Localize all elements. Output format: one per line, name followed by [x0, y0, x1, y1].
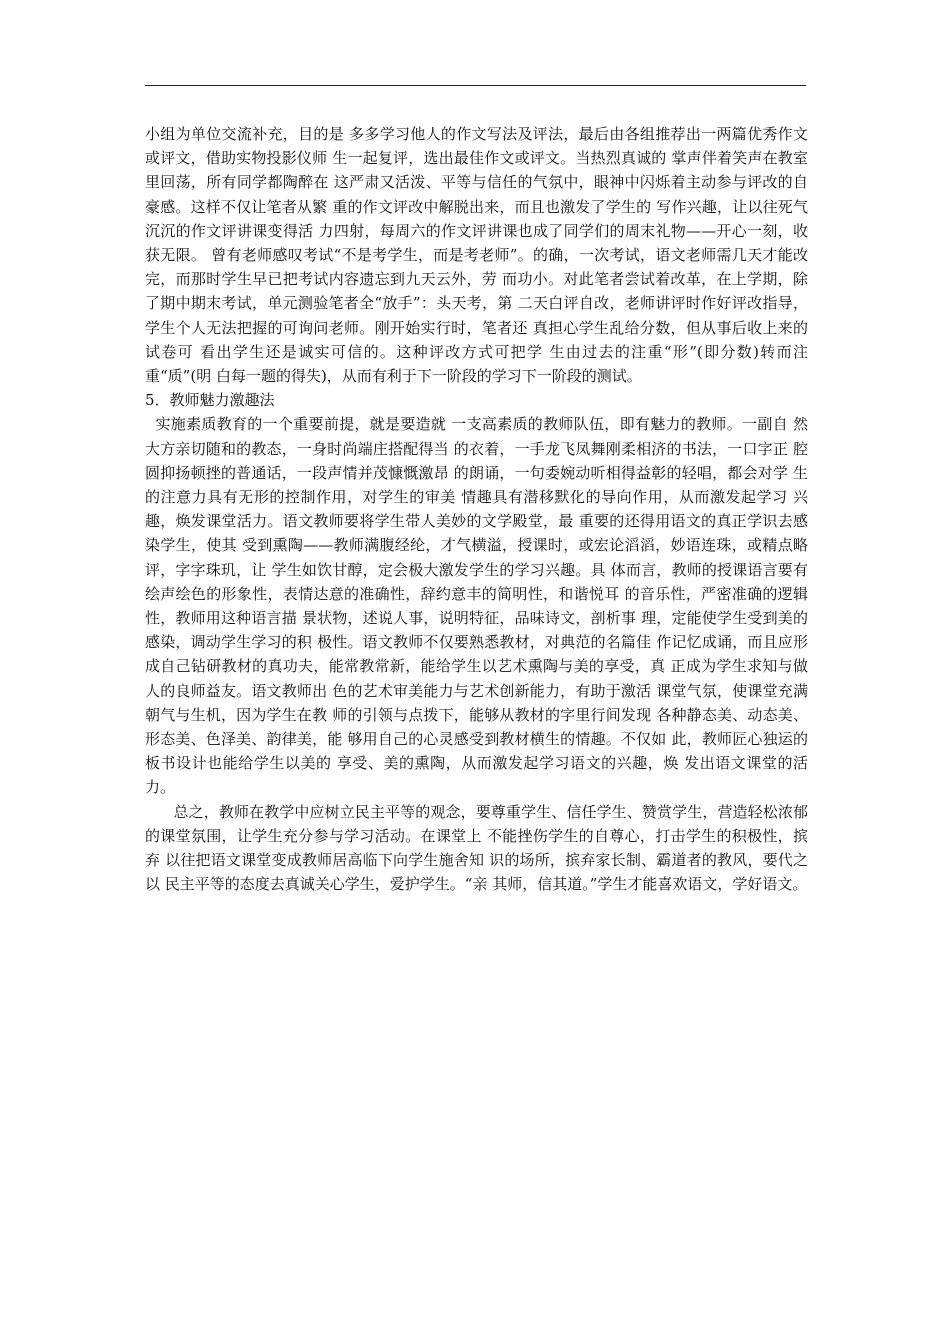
header-rule: [145, 85, 806, 86]
document-body: [145, 122, 808, 897]
paragraph-evaluation-method: 小组为单位交流补充，目的是 多多学习他人的作文写法及评法，最后由各组推荐出一两篇优秀作文或评文，借助实物投影仪师 生一起复评，选出最佳作文或评文。当热烈真诚的 掌声伴着笑声在教室里回荡，所有同学都陶醉在 这严肃又活泼、平等与信任的气氛中，眼神中闪烁着主动参与评改的自豪感。这样不仅让笔者从繁 重的作文评改中解脱出来，而且也激发了学生的 写作兴趣，让以往死气沉沉的作文评讲课变得活 力四射，每周六的作文评讲课也成了同学们的周末礼物——开心一刻，收获无限。 曾有老师感叹考试“不是考学生，而是考老师”。的确，一次考试，语文老师需几天才能改完，而那时学生早已把考试内容遗忘到九天云外，劳 而功小。对此笔者尝试着改革，在上学期，除了期中期末考试，单元测验笔者全“放手”：头天考，第 二天白评自改，老师讲评时作好评改指导，学生个人无法把握的可询问老师。刚开始实行时，笔者还 真担心学生乱给分数，但从事后收上来的试卷可 看出学生还是诚实可信的。这种评改方式可把学 生由过去的注重“形”(即分数)转而注重“质”(明 白每一题的得失)，从而有利于下一阶段的学习下一阶段的测试。: [145, 125, 808, 386]
section-heading-teacher-charm: 5．教师魅力激趣法: [145, 391, 275, 410]
paragraph-conclusion: 总之，教师在教学中应树立民主平等的观念，要尊重学生、信任学生、赞赏学生，营造轻松浓郁 的课堂氛围，让学生充分参与学习活动。在课堂上 不能挫伤学生的自尊心，打击学生的积极性，摈弃 以往把语文课堂变成教师居高临下向学生施舍知 识的场所，摈弃家长制、霸道者的教风，要代之以 民主平等的态度去真诚关心学生，爱护学生。“亲 其师，信其道。”学生才能喜欢语文，学好语文。: [145, 802, 808, 894]
paragraph-teacher-charm: 实施素质教育的一个重要前提，就是要造就 一支高素质的教师队伍，即有魅力的教师。一副自 然大方亲切随和的教态，一身时尚端庄搭配得当 的衣着，一手龙飞凤舞刚柔相济的书法，一口字正 腔圆抑扬顿挫的普通话，一段声情并茂慷慨激昂 的朗诵，一句委婉动听相得益彰的轻唱，都会对学 生的注意力具有无形的控制作用，对学生的审美 情趣具有潜移默化的导向作用，从而激发起学习 兴趣，焕发课堂活力。语文教师要将学生带人美妙的文学殿堂，最 重要的还得用语文的真正学识去感染学生，使其 受到熏陶——教师满腹经纶，才气横溢，授课时，或宏论滔滔，妙语连珠，或精点略评，字字珠玑，让 学生如饮甘醇，定会极大激发学生的学习兴趣。具 体而言，教师的授课语言要有绘声绘色的形象性，表情达意的准确性，辞约意丰的简明性，和谐悦耳 的音乐性，严密准确的逻辑性，教师用这种语言描 景状物，述说人事，说明特征，品味诗文，剖析事 理，定能使学生受到美的感染，调动学生学习的积 极性。语文教师不仅要熟悉教材，对典范的名篇佳 作记忆成诵，而且应形成自己钻研教材的真功夫，能常教常新，能给学生以艺术熏陶与美的享受，真 正成为学生求知与做人的良师益友。语文教师出 色的艺术审美能力与艺术创新能力，有助于激活 课堂气氛，使课堂充满朝气与生机，因为学生在教 师的引领与点拨下，能够从教材的字里行间发现 各种静态美、动态美、形态美、色泽美、韵律美，能 够用自己的心灵感受到教材横生的情趣。不仅如 此，教师匠心独运的板书设计也能给学生以美的 享受、美的熏陶，从而激发起学习语文的兴趣，焕 发出语文课堂的活力。: [145, 415, 808, 797]
